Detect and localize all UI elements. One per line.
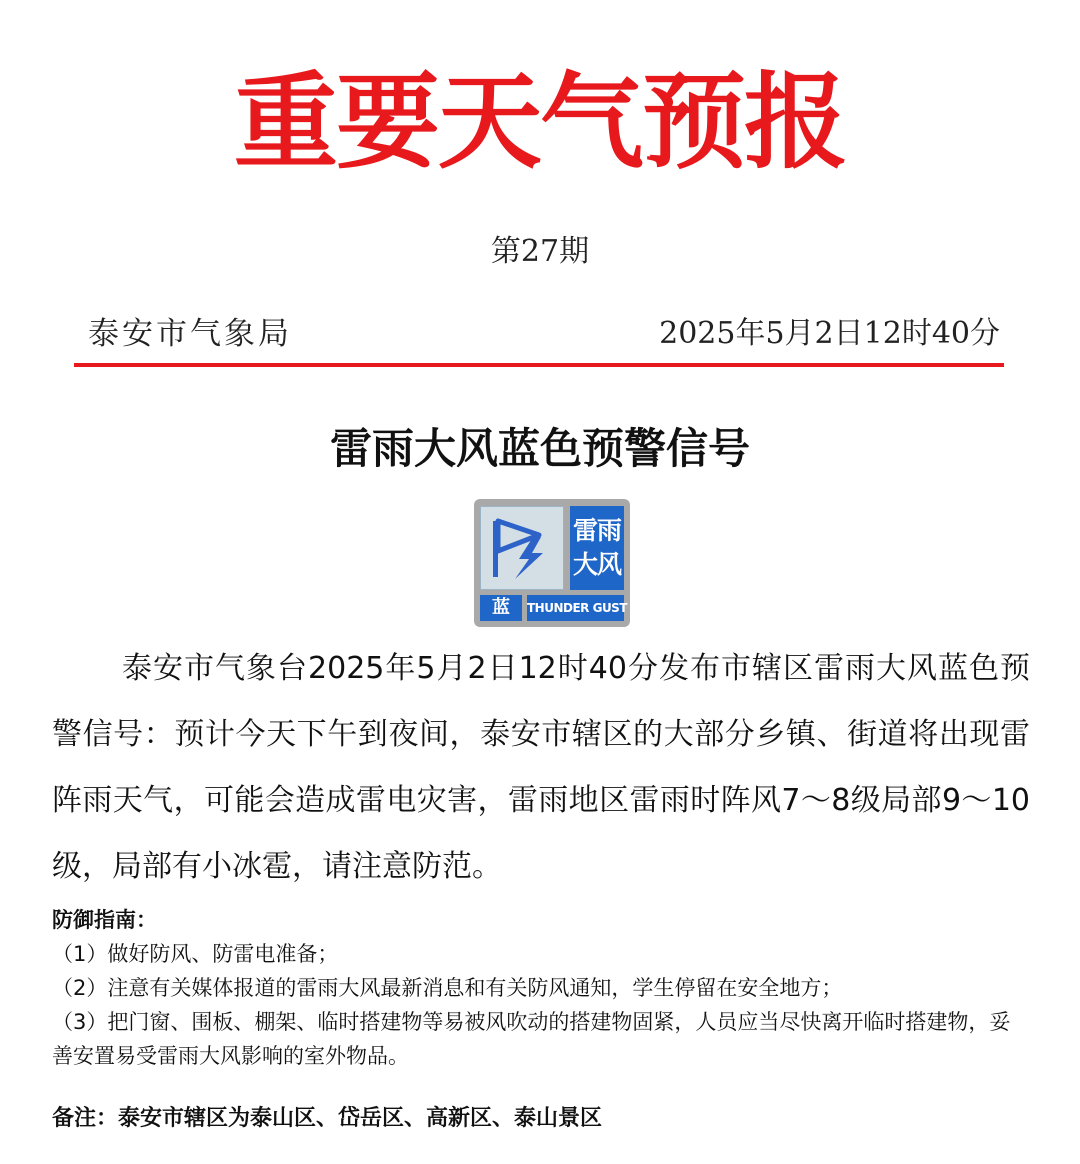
masthead-title: 重要天气预报 (233, 60, 846, 183)
badge-level: 蓝 (480, 595, 522, 621)
remark-note: 备注：泰安市辖区为泰山区、岱岳区、高新区、泰山景区 (52, 1106, 603, 1131)
badge-label-line2: 大风 (572, 550, 621, 579)
badge-label-line1: 雷雨 (572, 516, 621, 545)
badge-type-label (570, 506, 624, 590)
defense-guide-heading: 防御指南： (52, 908, 157, 932)
warning-signal-title: 雷雨大风蓝色预警信号 (329, 424, 750, 473)
warning-badge (474, 499, 630, 627)
issued-time: 2025年5月2日12时40分 (659, 316, 1000, 351)
defense-guide-list (52, 937, 1027, 1073)
issue-number: 第27期 (490, 234, 590, 269)
list-item: （1）做好防风、防雷电准备； (52, 942, 339, 966)
issuing-organization: 泰安市气象局 (88, 316, 292, 352)
warning-body-paragraph: 泰安市气象台2025年5月2日12时40分发布市辖区雷雨大风蓝色预警信号：预计今天下午到夜间，泰安市辖区的大部分乡镇、街道将出现雷阵雨天气，可能会造成雷电灾害，雷雨地区雷雨时阵风7～8级局部9～10级，局部有小冰雹，请注意防范。 (52, 651, 1030, 884)
list-item: （2）注意有关媒体报道的雷雨大风最新消息和有关防风通知，学生停留在安全地方； (52, 976, 843, 1000)
badge-english-label: THUNDER GUST (527, 595, 624, 621)
list-item: （3）把门窗、围板、棚架、临时搭建物等易被风吹动的搭建物固紧，人员应当尽快离开临时搭建物，妥善安置易受雷雨大风影响的室外物品。 (52, 1010, 1011, 1068)
header-divider (74, 363, 1004, 367)
thunder-gust-icon (480, 506, 564, 590)
